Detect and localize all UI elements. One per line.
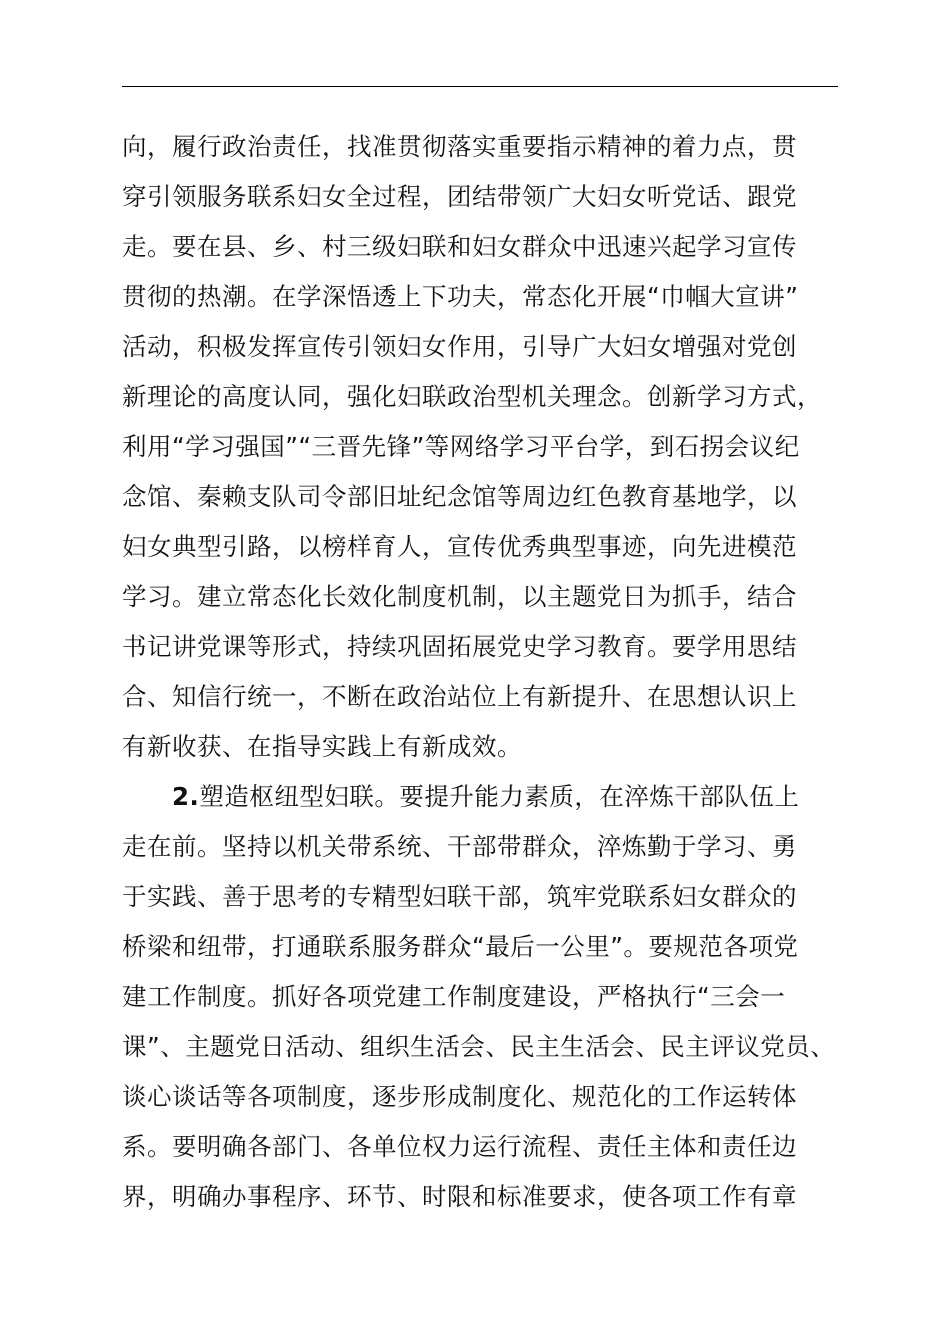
- paragraph-line: 桥梁和纽带，打通联系服务群众“最后一公里”。要规范各项党: [122, 932, 799, 961]
- paragraph-line: 新理论的高度认同，强化妇联政治型机关理念。创新学习方式，: [122, 382, 822, 411]
- paragraph-line: 向，履行政治责任，找准贯彻落实重要指示精神的着力点，贯: [122, 132, 797, 161]
- paragraph-line: 走在前。坚持以机关带系统、干部带群众，淬炼勤于学习、勇: [122, 832, 797, 861]
- paragraph-1: [122, 122, 838, 772]
- paragraph-line: 活动，积极发挥宣传引领妇女作用，引导广大妇女增强对党创: [122, 332, 797, 361]
- paragraph-line: 系。要明确各部门、各单位权力运行流程、责任主体和责任边: [122, 1132, 797, 1161]
- paragraph-line: 有新收获、在指导实践上有新成效。: [122, 732, 522, 761]
- paragraph-line: 建工作制度。抓好各项党建工作制度建设，严格执行“三会一: [122, 982, 786, 1011]
- paragraph-line: 书记讲党课等形式，持续巩固拓展党史学习教育。要学用思结: [122, 632, 797, 661]
- paragraph-line: 走。要在县、乡、村三级妇联和妇女群众中迅速兴起学习宣传: [122, 232, 797, 261]
- header-rule: [122, 86, 838, 87]
- paragraph-line: 妇女典型引路，以榜样育人，宣传优秀典型事迹，向先进模范: [122, 532, 797, 561]
- paragraph-line: 贯彻的热潮。在学深悟透上下功夫，常态化开展“巾帼大宣讲”: [122, 282, 799, 311]
- paragraph-heading-text: 塑造枢纽型妇联。要提升能力素质，在淬炼干部队伍上: [199, 782, 800, 811]
- paragraph-line: 学习。建立常态化长效化制度机制，以主题党日为抓手，结合: [122, 582, 797, 611]
- paragraph-line: 界，明确办事程序、环节、时限和标准要求，使各项工作有章: [122, 1182, 797, 1211]
- section-number: 2.: [172, 782, 200, 811]
- paragraph-line: 合、知信行统一，不断在政治站位上有新提升、在思想认识上: [122, 682, 797, 711]
- paragraph-first-line: [122, 772, 838, 822]
- paragraph-line: 谈心谈话等各项制度，逐步形成制度化、规范化的工作运转体: [122, 1082, 797, 1111]
- paragraph-line: 穿引领服务联系妇女全过程，团结带领广大妇女听党话、跟党: [122, 182, 797, 211]
- paragraph-2: [122, 772, 838, 1222]
- paragraph-line: 利用“学习强国”“三晋先锋”等网络学习平台学，到石拐会议纪: [122, 432, 800, 461]
- paragraph-line: 念馆、秦赖支队司令部旧址纪念馆等周边红色教育基地学，以: [122, 482, 797, 511]
- paragraph-line: 于实践、善于思考的专精型妇联干部，筑牢党联系妇女群众的: [122, 882, 797, 911]
- document-body: [122, 122, 838, 1222]
- paragraph-line: 课”、主题党日活动、组织生活会、民主生活会、民主评议党员、: [122, 1032, 836, 1061]
